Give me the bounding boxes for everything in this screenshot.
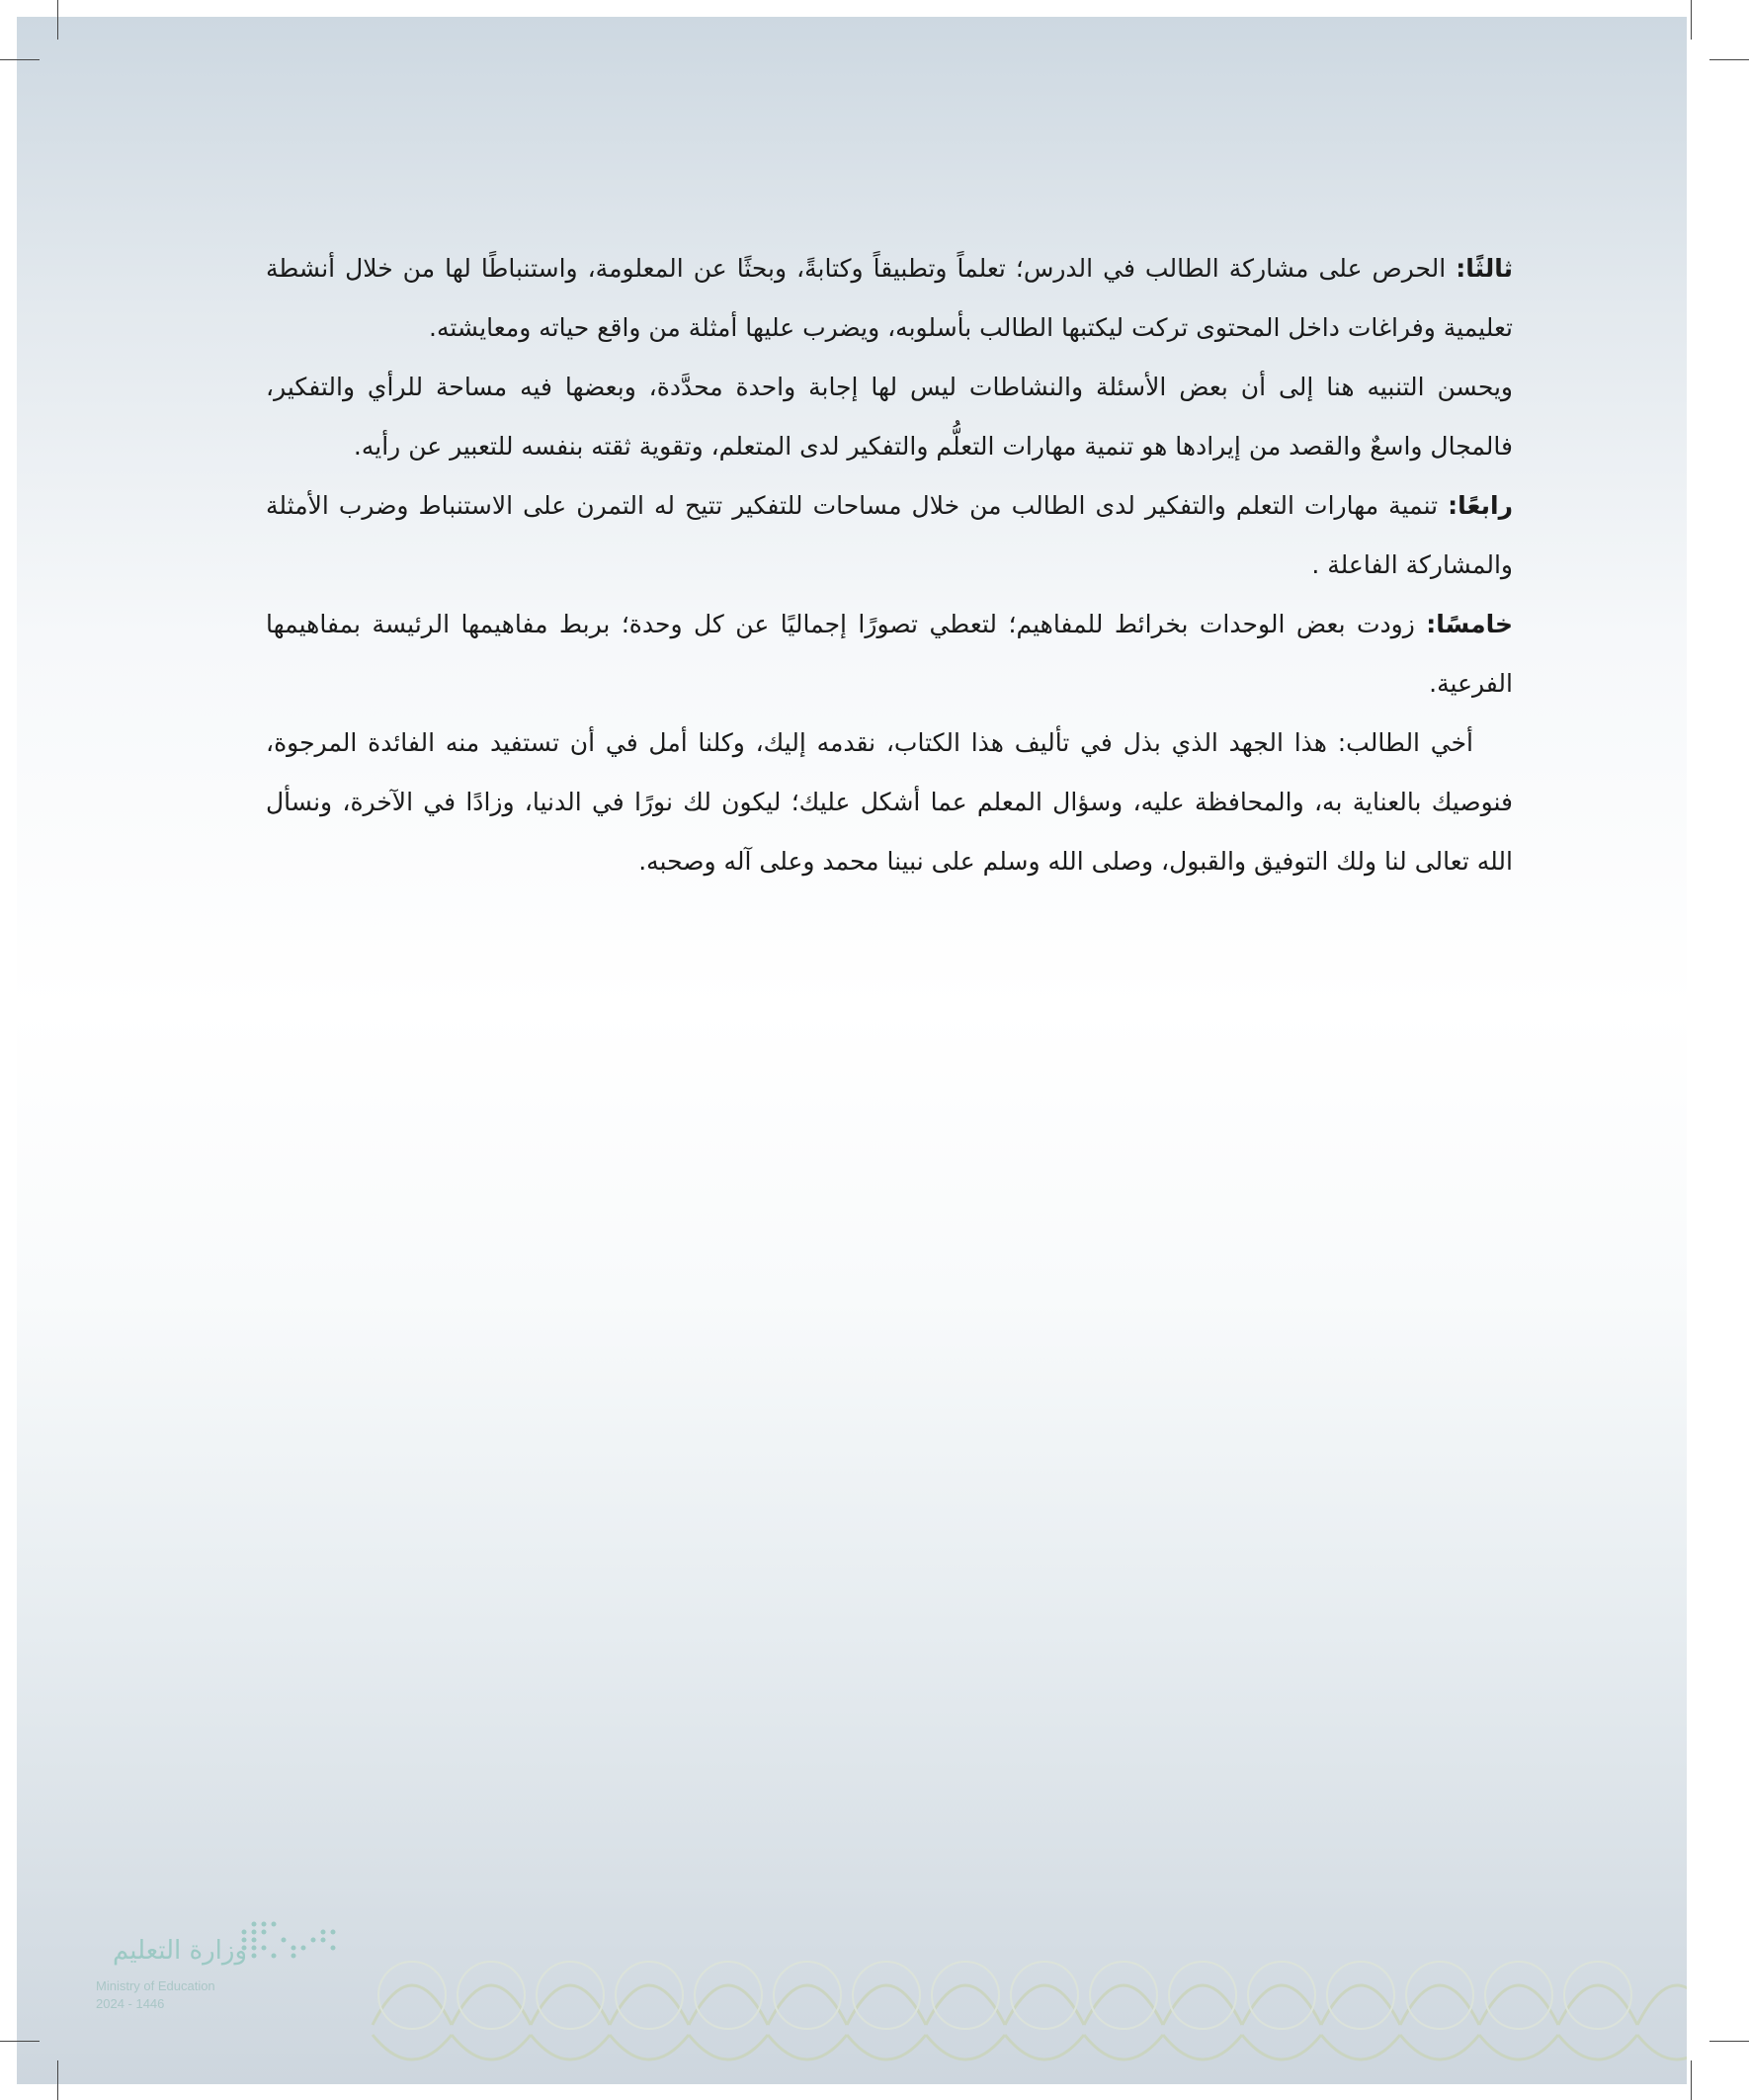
edition-year: 2024 - 1446 — [96, 1996, 165, 2011]
crop-mark — [1709, 2041, 1749, 2042]
crop-mark — [0, 2041, 40, 2042]
paragraph-text: تنمية مهارات التعلم والتفكير لدى الطالب من خلال مساحات للتفكير تتيح له التمرن على الاستنباط وضرب الأمثلة والمشاركة الفاعلة . — [266, 491, 1513, 579]
crop-mark — [0, 59, 40, 60]
ministry-name-ar: وزارة التعليم — [112, 1936, 248, 1966]
crop-mark — [1691, 0, 1692, 40]
ministry-name-en: Ministry of Education — [96, 1978, 215, 1993]
paragraph-text: زودت بعض الوحدات بخرائط للمفاهيم؛ لتعطي تصورًا إجماليًا عن كل وحدة؛ بربط مفاهيمها الرئيسة بمفاهيمها الفرعية. — [266, 610, 1513, 698]
paragraph-third — [266, 239, 1513, 358]
crop-mark — [57, 2060, 58, 2100]
paragraph-fourth — [266, 476, 1513, 595]
ornament-arch-icon — [373, 1985, 1687, 2059]
paragraph-lead: رابعًا: — [1448, 491, 1513, 520]
document-body — [266, 239, 1513, 891]
crop-mark — [1691, 2060, 1692, 2100]
paragraph-lead: خامسًا: — [1426, 610, 1513, 638]
crop-mark — [57, 0, 58, 40]
page — [17, 17, 1687, 2084]
paragraph-closing — [266, 714, 1513, 891]
paragraph-lead: ثالثًا: — [1456, 254, 1513, 283]
paragraph-text: الحرص على مشاركة الطالب في الدرس؛ تعلماً وتطبيقاً وكتابةً، وبحثًا عن المعلومة، واستنباطًا لها من خلال أنشطة تعليمية وفراغات داخل المحتوى تركت ليكتبها الطالب بأسلوبه، ويضرب عليها أمثلة من واقع حياته ومعايشته. — [266, 254, 1513, 342]
crop-mark — [1709, 59, 1749, 60]
paragraph-text: أخي الطالب: هذا الجهد الذي بذل في تأليف هذا الكتاب، نقدمه إليك، وكلنا أمل في أن تستفيد منه الفائدة المرجوة، فنوصيك بالعناية به، والمحافظة عليه، وسؤال المعلم عما أشكل عليك؛ ليكون لك نورًا في الدنيا، وزادًا في الآخرة، ونسأل الله تعالى لنا ولك التوفيق والقبول، وصلى الله وسلم على نبينا محمد وعلى آله وصحبه. — [266, 728, 1513, 876]
paragraph-note — [266, 358, 1513, 476]
ornament-ring-icon — [378, 1962, 1631, 2029]
paragraph-text: ويحسن التنبيه هنا إلى أن بعض الأسئلة والنشاطات ليس لها إجابة واحدة محدَّدة، وبعضها فيه مساحة للرأي والتفكير، فالمجال واسعٌ والقصد من إيرادها هو تنمية مهارات التعلُّم والتفكير لدى المتعلم، وتقوية ثقته بنفسه للتعبير عن رأيه. — [266, 373, 1513, 461]
paragraph-fifth — [266, 595, 1513, 714]
